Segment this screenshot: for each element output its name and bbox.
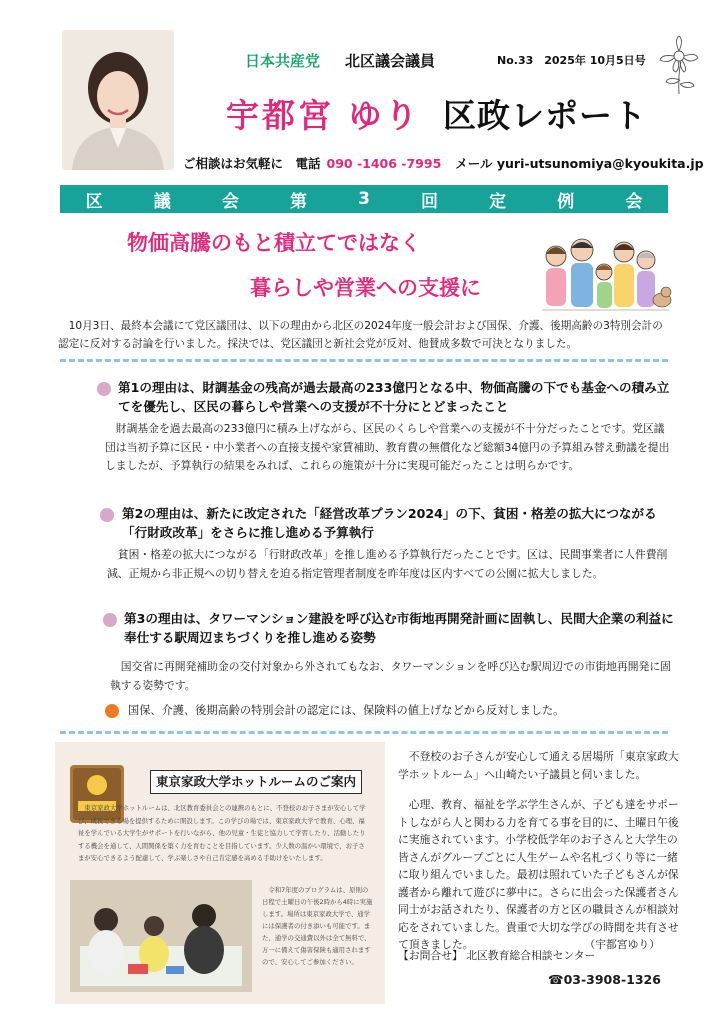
headline-line2: 暮らしや営業への支援に	[250, 276, 481, 300]
banner-char: 会	[221, 191, 239, 212]
inquiry-phone[interactable]: ☎03-3908-1326	[548, 972, 661, 987]
bullet-icon	[100, 508, 114, 522]
guide-text: 東京家政大学ホットルームは、北区教育委員会との連携のもとに、不登校のお子さまが安心して学び、成長できる場を提供するために開設します。この学びの場では、東京家政大学で教育、心理、福祉を学んでいる大学生がサポートを行いながら、他の児童・生徒と協力して学習したり、活動したりする機会を通して、人間関係を築く力を育むことを目指しています。少人数の温かい環境で、お子さまが安心できるよう配慮して、学ぶ楽しさや自己肯定感を高める手助けをいたします。	[78, 804, 366, 862]
session-banner	[60, 185, 668, 213]
report-title: 区政レポート	[443, 96, 647, 135]
banner-char: 定	[489, 191, 507, 212]
banner-char: 議	[153, 191, 171, 212]
article-body	[398, 796, 680, 954]
contact-line	[183, 154, 704, 172]
reason-3-heading: 第3の理由は、タワーマンション建設を呼び込む市街地再開発計画に固執し、民間大企業の利益に奉仕する駅周辺まちづくりを推し進める姿勢	[124, 611, 674, 645]
author-name: 宇都宮 ゆり	[226, 96, 421, 135]
inquiry-label: 【お問合せ】 北区教育総合相談センター	[398, 949, 596, 962]
family-illustration	[538, 224, 673, 316]
headline-line1: 物価高騰のもと積立てではなく	[127, 231, 421, 255]
banner-char: 回	[421, 191, 439, 212]
article-signature: （宇都宮ゆり）	[584, 938, 660, 951]
portrait-photo	[62, 30, 174, 170]
reason-3-body: 国交省に再開発補助金の交付対象から外されてもなお、タワーマンションを呼び込む駅周辺での市街地再開発に固執する姿勢です。	[110, 660, 671, 692]
reason-2-body: 貧困・格差の拡大につながる「行財政改革」を推し進める予算執行だったことです。区は、民間事業者に人件費削減、正規から非正規への切り替えを迫る指定管理者制度を昨年度は区内すべての公園に拡大しました。	[107, 548, 668, 580]
article-body-text: 心理、教育、福祉を学ぶ学生さんが、子ども達をサポートしながら人と関わる力を育てる事を目的に、土曜日午後に実施されています。小学校低学年のお子さんと大学生の皆さんがグループごとに人生ゲームや名札づくり等に一緒に取り組んでいました。最初は照れていた子どもさんが保護者から離れて遊びに夢中に。さらに出会った保護者さん同士がお話されたり、保護者の方と区の職員さんが相談対応をされていました。貴重で大切な学びの時間を共有させて頂きました。	[398, 798, 679, 951]
bullet-icon	[105, 704, 119, 718]
guide-side-text: 令和7年度のプログラムは、原則の日程で土曜日の午後2時から4時に実施します。場所は東京家政大学で、通学には保護者の付き添いも可能です。また、通学の交通費以外は全て無料で、万一に備えて傷害保険も適用されますので、安心してご参加ください。	[262, 886, 373, 966]
dashed-divider	[60, 359, 668, 362]
council-role: 北区議会議員	[345, 52, 436, 70]
intro-paragraph: 10月3日、最終本会議にて党区議団は、以下の理由から北区の2024年度一般会計および国保、介護、後期高齢の3特別会計の認定に反対する討論を行いました。採決では、党区議団と新社会党が反対、他賛成多数で可決となりました。	[58, 320, 663, 350]
email-address[interactable]: メール yuri-utsunomiya@kyoukita.jp	[455, 156, 704, 171]
kids-activity-photo	[70, 880, 252, 992]
contact-prefix: ご相談はお気軽に 電話	[183, 156, 321, 171]
guide-title: 東京家政大学ホットルームのご案内	[150, 770, 362, 794]
bullet-icon	[103, 613, 117, 627]
issue-number-date: No.33 2025年 10月5日号	[497, 54, 646, 67]
flower-icon	[648, 22, 710, 102]
article-intro: 不登校のお子さんが安心して通える居場所「東京家政大学ホットルーム」へ山崎たい子議員と伺いました。	[398, 750, 679, 781]
banner-char: 区	[85, 191, 103, 212]
banner-char: 第	[289, 191, 307, 212]
phone-number[interactable]: 090 -1406 -7995	[326, 156, 442, 171]
reason-2-heading: 第2の理由は、新たに改定された「経営改革プラン2024」の下、貧困・格差の拡大につながる「行財政改革」をさらに推し進める予算執行	[122, 506, 657, 540]
dashed-divider	[60, 731, 668, 734]
reason-1-heading: 第1の理由は、財調基金の残高が過去最高の233億円となる中、物価高騰の下でも基金への積み立てを優先し、区民の暮らしや営業への支援が不十分にとどまったこと	[118, 380, 670, 414]
reason-1-body: 財調基金を過去最高の233億円に積み上げながら、区民のくらしや営業への支援が不十分だったことです。党区議団は当初予算に区民・中小業者への直接支援や家賃補助、教育費の無償化など総額34億円の予算組み替え動議を提出しましたが、予算執行の結果をみれば、これらの施策が十分に実現可能だったことは明らかです。	[105, 422, 670, 472]
banner-char: 例	[557, 191, 575, 212]
party-name: 日本共産党	[245, 52, 321, 70]
banner-char: 3	[358, 189, 370, 209]
special-accounts-note: 国保、介護、後期高齢の特別会計の認定には、保険料の値上げなどから反対しました。	[128, 704, 565, 717]
bullet-icon	[97, 382, 111, 396]
banner-char: 会	[625, 191, 643, 212]
